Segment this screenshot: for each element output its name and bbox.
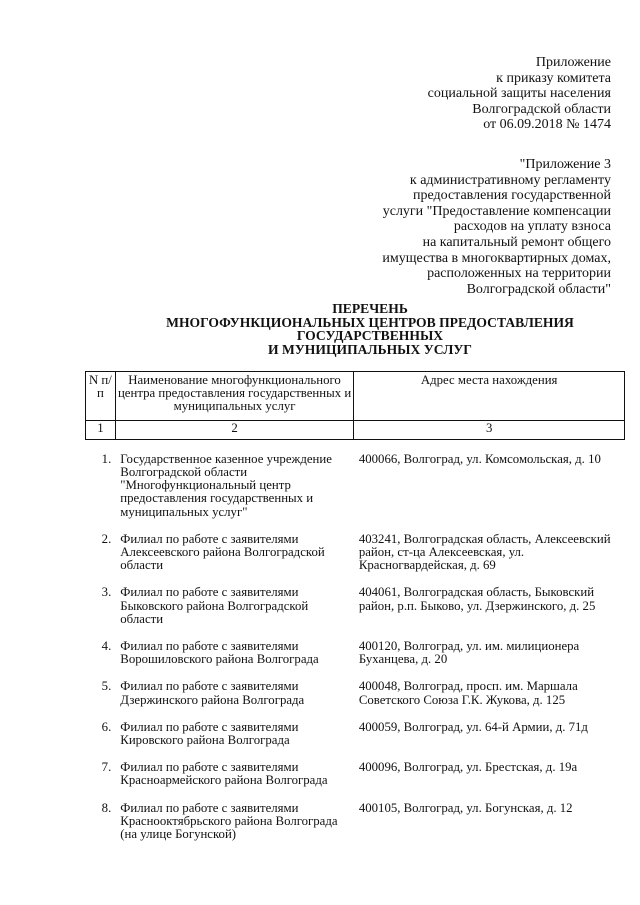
row-number: 1. <box>101 451 112 466</box>
table-row <box>86 533 625 587</box>
header-name: Наименование многофункционального центра предоставления государственных и муниципальных услуг <box>115 372 354 421</box>
column-number-row <box>86 420 625 439</box>
appendix-regulation-header <box>382 157 611 297</box>
table-row <box>86 721 625 761</box>
column-number: 2 <box>115 420 354 439</box>
center-address: 400105, Волгоград, ул. Богунская, д. 12 <box>358 800 573 815</box>
row-number: 4. <box>101 639 112 654</box>
header-address: Адрес места нахождения <box>354 372 625 421</box>
row-number: 8. <box>101 800 112 815</box>
center-address: 400059, Волгоград, ул. 64-й Армии, д. 71д <box>358 719 588 734</box>
header-line: имущества в многоквартирных домах, <box>382 250 611 266</box>
center-address: 400066, Волгоград, ул. Комсомольская, д. 10 <box>358 451 601 466</box>
title-line: ГОСУДАРСТВЕННЫХ <box>296 328 444 344</box>
row-number: 3. <box>101 585 112 600</box>
header-line: предоставления государственной <box>412 188 611 204</box>
title-line: ПЕРЕЧЕНЬ <box>332 301 408 316</box>
header-line: Волгоградской области" <box>466 281 611 297</box>
center-name: Филиал по работе с заявителями Дзержинского района Волгограда <box>120 679 305 707</box>
title-line: МНОГОФУНКЦИОНАЛЬНЫХ ЦЕНТРОВ ПРЕДОСТАВЛЕНИЯ <box>166 314 574 330</box>
header-line: Волгоградской области <box>472 101 611 117</box>
table-header-row <box>86 372 625 421</box>
header-line: расположенных на территории <box>427 266 611 282</box>
row-number: 2. <box>101 531 112 546</box>
title-line: И МУНИЦИПАЛЬНЫХ УСЛУГ <box>268 341 472 357</box>
header-line: к приказу комитета <box>496 70 611 86</box>
table-row <box>86 802 625 856</box>
center-address: 400120, Волгоград, ул. им. милиционера Буханцева, д. 20 <box>358 639 580 667</box>
table-row <box>86 439 625 533</box>
header-number: N п/п <box>86 372 116 421</box>
center-address: 404061, Волгоградская область, Быковский район, р.п. Быково, ул. Дзержинского, д. 25 <box>358 585 596 613</box>
table-row <box>86 586 625 640</box>
row-number: 7. <box>101 760 112 775</box>
center-name: Филиал по работе с заявителями Ворошиловского района Волгограда <box>120 639 319 667</box>
appendix-order-header <box>428 55 611 133</box>
header-line: Приложение <box>535 55 611 70</box>
center-name: Филиал по работе с заявителями Краснооктябрьского района Волгограда (на улице Богунской) <box>120 800 338 842</box>
header-line: услуги "Предоставление компенсации <box>382 203 611 219</box>
table-row <box>86 761 625 801</box>
header-line: к административному регламенту <box>409 172 611 188</box>
column-number: 3 <box>354 420 625 439</box>
header-line: от 06.09.2018 № 1474 <box>483 117 611 133</box>
center-address: 400048, Волгоград, просп. им. Маршала Советского Союза Г.К. Жукова, д. 125 <box>358 679 578 707</box>
row-number: 6. <box>101 719 112 734</box>
header-line: на капитальный ремонт общего <box>422 234 611 250</box>
header-line: социальной защиты населения <box>427 86 611 102</box>
row-number: 5. <box>101 679 112 694</box>
center-name: Государственное казенное учреждение Волгоградской области "Многофункциональный центр предоставления государственных и муниципальных услуг" <box>120 451 332 519</box>
mfc-table <box>85 371 625 855</box>
center-name: Филиал по работе с заявителями Алексеевского района Волгоградской области <box>120 531 325 573</box>
table-row <box>86 640 625 680</box>
header-line: расходов на уплату взноса <box>453 219 611 235</box>
column-number: 1 <box>86 420 116 439</box>
center-name: Филиал по работе с заявителями Быковского района Волгоградской области <box>120 585 309 626</box>
center-address: 400096, Волгоград, ул. Брестская, д. 19а <box>358 760 578 775</box>
header-line: "Приложение 3 <box>519 157 611 172</box>
center-address: 403241, Волгоградская область, Алексеевский район, ст-ца Алексеевская, ул. Красногвардейская, д. 69 <box>358 531 611 573</box>
table-row <box>86 680 625 720</box>
center-name: Филиал по работе с заявителями Красноармейского района Волгограда <box>120 760 328 788</box>
document-title <box>150 302 590 356</box>
center-name: Филиал по работе с заявителями Кировского района Волгограда <box>120 719 299 748</box>
